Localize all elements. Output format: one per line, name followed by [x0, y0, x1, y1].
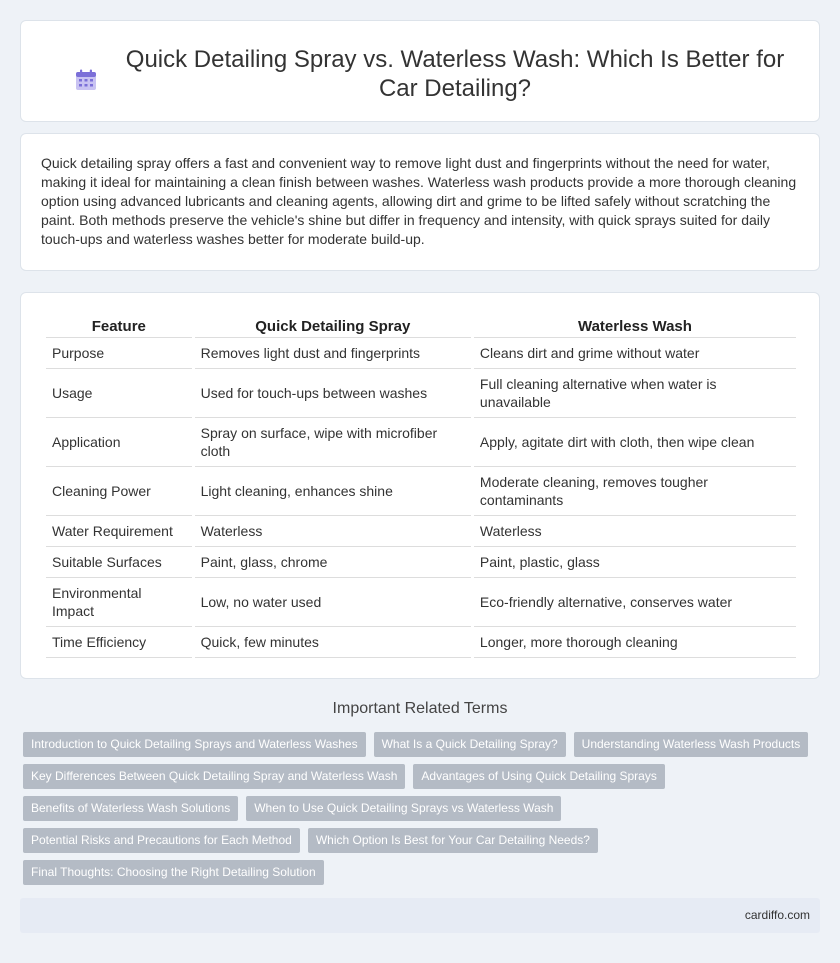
related-terms-list: [23, 732, 823, 892]
row-feature: Usage: [46, 369, 192, 418]
table-row: [46, 627, 796, 658]
related-term-tag[interactable]: Benefits of Waterless Wash Solutions: [23, 796, 238, 821]
table-row: [46, 338, 796, 369]
row-feature: Time Efficiency: [46, 627, 192, 658]
table-header-row: [46, 315, 796, 338]
intro-paragraph: Quick detailing spray offers a fast and convenient way to remove light dust and fingerprints without the need for water, making it ideal for maintaining a clean finish between washes. Waterless wash products provide a more thorough cleaning option using advanced lubricants and cleaning agents, allowing dirt and grime to be lifted safely without scratching the paint. Both methods preserve the vehicle's shine but differ in frequency and intensity, with quick sprays suited for daily touch-ups and waterless washes better for moderate build-up.: [41, 155, 797, 247]
comparison-card: [20, 292, 820, 679]
row-quick-spray-value: Quick, few minutes: [195, 627, 471, 658]
row-quick-spray-value: Removes light dust and fingerprints: [195, 338, 471, 369]
row-quick-spray-value: Paint, glass, chrome: [195, 547, 471, 578]
row-waterless-value: Waterless: [474, 516, 796, 547]
comparison-table: [43, 315, 799, 658]
related-term-tag[interactable]: Introduction to Quick Detailing Sprays and Waterless Washes: [23, 732, 366, 757]
related-term-tag[interactable]: Understanding Waterless Wash Products: [574, 732, 809, 757]
related-term-tag[interactable]: Potential Risks and Precautions for Each Method: [23, 828, 300, 853]
related-term-tag[interactable]: Advantages of Using Quick Detailing Sprays: [413, 764, 664, 789]
related-term-tag[interactable]: When to Use Quick Detailing Sprays vs Waterless Wash: [246, 796, 561, 821]
related-terms-heading: Important Related Terms: [332, 700, 508, 717]
page-title: Quick Detailing Spray vs. Waterless Wash: Which Is Better for Car Detailing?: [125, 46, 785, 102]
row-feature: Purpose: [46, 338, 192, 369]
intro-card: [20, 133, 820, 271]
row-feature: Water Requirement: [46, 516, 192, 547]
table-row: [46, 369, 796, 418]
row-quick-spray-value: Waterless: [195, 516, 471, 547]
table-row: [46, 578, 796, 627]
row-waterless-value: Eco-friendly alternative, conserves water: [474, 578, 796, 627]
footer: [20, 898, 820, 933]
row-feature: Application: [46, 418, 192, 467]
title-card: [20, 20, 820, 122]
row-waterless-value: Cleans dirt and grime without water: [474, 338, 796, 369]
row-waterless-value: Paint, plastic, glass: [474, 547, 796, 578]
related-term-tag[interactable]: Final Thoughts: Choosing the Right Detailing Solution: [23, 860, 324, 885]
row-quick-spray-value: Spray on surface, wipe with microfiber cloth: [195, 418, 471, 467]
row-quick-spray-value: Low, no water used: [195, 578, 471, 627]
row-quick-spray-value: Light cleaning, enhances shine: [195, 467, 471, 516]
footer-site-link[interactable]: cardiffo.com: [744, 908, 810, 922]
table-row: [46, 547, 796, 578]
row-waterless-value: Full cleaning alternative when water is unavailable: [474, 369, 796, 418]
related-term-tag[interactable]: Which Option Is Best for Your Car Detailing Needs?: [308, 828, 598, 853]
header-feature: Feature: [46, 315, 192, 338]
table-row: [46, 418, 796, 467]
table-row: [46, 467, 796, 516]
row-waterless-value: Apply, agitate dirt with cloth, then wipe clean: [474, 418, 796, 467]
header-quick-detailing-spray: Quick Detailing Spray: [195, 315, 471, 338]
row-feature: Environmental Impact: [46, 578, 192, 627]
table-row: [46, 516, 796, 547]
row-waterless-value: Moderate cleaning, removes tougher contaminants: [474, 467, 796, 516]
related-term-tag[interactable]: Key Differences Between Quick Detailing Spray and Waterless Wash: [23, 764, 405, 789]
row-quick-spray-value: Used for touch-ups between washes: [195, 369, 471, 418]
related-term-tag[interactable]: What Is a Quick Detailing Spray?: [374, 732, 566, 757]
row-feature: Suitable Surfaces: [46, 547, 192, 578]
row-waterless-value: Longer, more thorough cleaning: [474, 627, 796, 658]
row-feature: Cleaning Power: [46, 467, 192, 516]
header-waterless-wash: Waterless Wash: [474, 315, 796, 338]
